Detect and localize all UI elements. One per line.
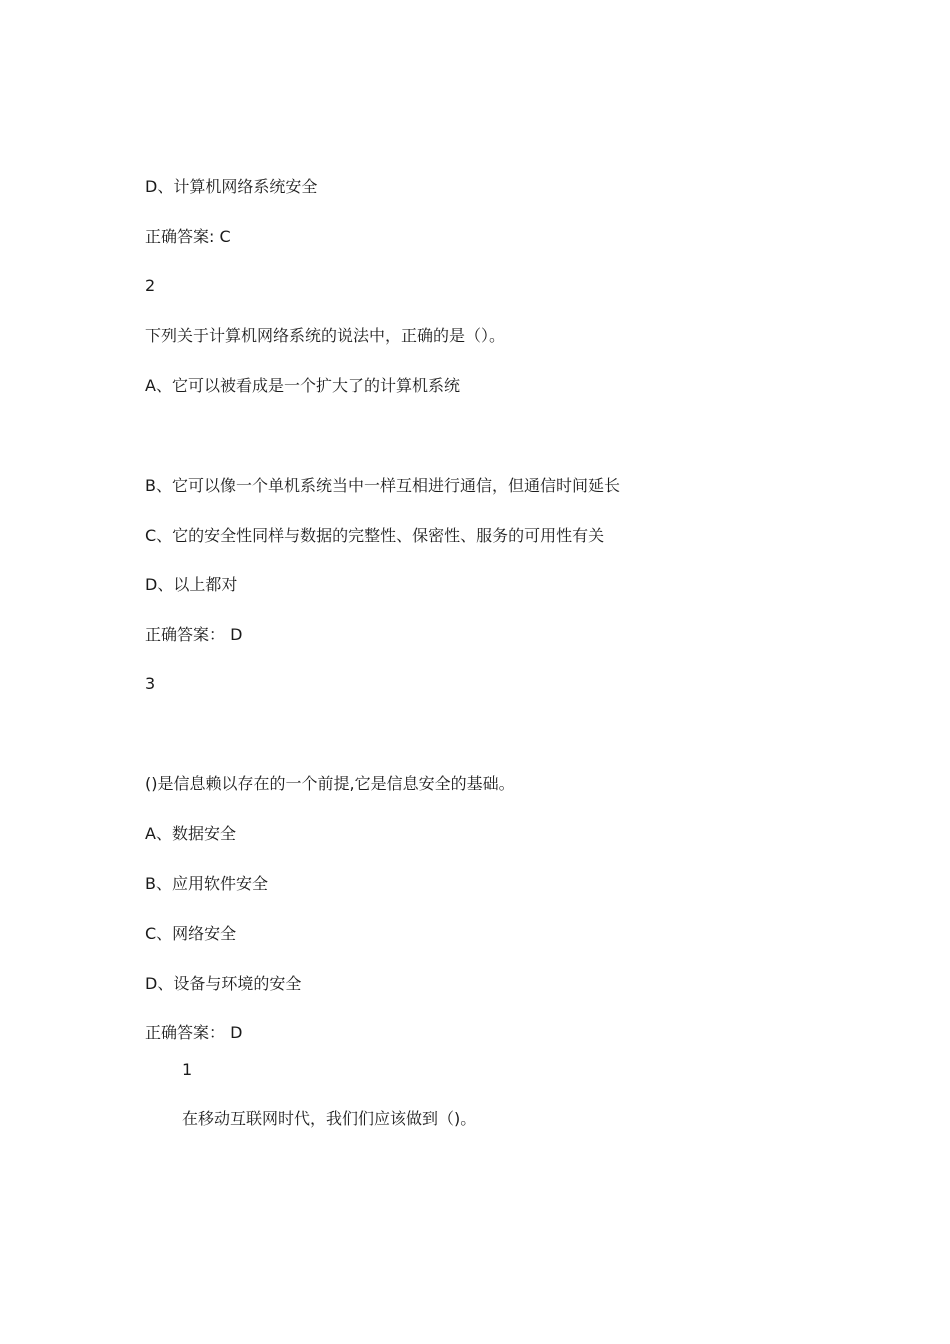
q2-answer: 正确答案： D	[145, 625, 243, 644]
next-number: 1	[182, 1060, 193, 1079]
q3-option-d: D、设备与环境的安全	[145, 974, 302, 993]
q2-option-d: D、以上都对	[145, 575, 238, 594]
q2-option-b: B、它可以像一个单机系统当中一样互相进行通信，但通信时间延长	[145, 476, 620, 495]
q2-number: 2	[145, 276, 156, 295]
q1-answer: 正确答案: C	[145, 227, 231, 246]
q2-option-c: C、它的安全性同样与数据的完整性、保密性、服务的可用性有关	[145, 526, 605, 545]
q3-question: ()是信息赖以存在的一个前提,它是信息安全的基础。	[145, 774, 515, 793]
q1-option-d: D、计算机网络系统安全	[145, 177, 318, 196]
q3-answer: 正确答案： D	[145, 1023, 243, 1042]
next-question: 在移动互联网时代，我们们应该做到（)。	[182, 1109, 477, 1128]
q2-option-a: A、它可以被看成是一个扩大了的计算机系统	[145, 376, 460, 395]
q3-option-a: A、数据安全	[145, 824, 236, 843]
q3-number: 3	[145, 674, 156, 693]
q2-question: 下列关于计算机网络系统的说法中，正确的是（）。	[145, 326, 506, 345]
q3-option-b: B、应用软件安全	[145, 874, 268, 893]
q3-option-c: C、网络安全	[145, 924, 237, 943]
